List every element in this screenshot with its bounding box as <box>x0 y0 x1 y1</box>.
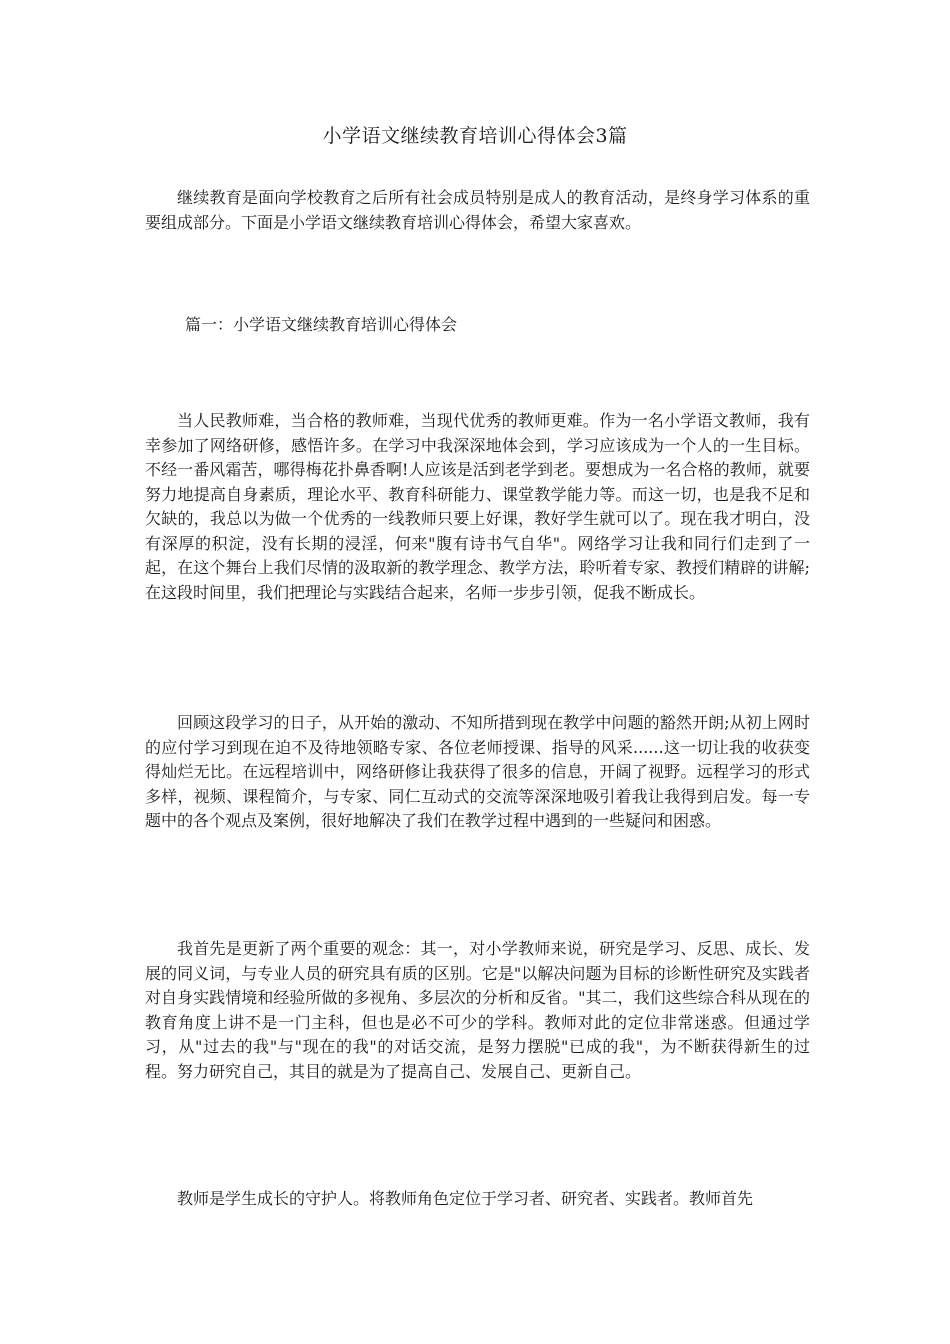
body-paragraph-2: 回顾这段学习的日子，从开始的激动、不知所措到现在教学中问题的豁然开朗;从初上网时的应付学习到现在迫不及待地领略专家、各位老师授课、指导的风采......这一切让我的收获变得灿烂无比。在远程培训中，网络研修让我获得了很多的信息，开阔了视野。远程学习的形式多样，视频、课程简介，与专家、同仁互动式的交流等深深地吸引着我让我得到启发。每一专题中的各个观点及案例，很好地解决了我们在教学过程中遇到的一些疑问和困惑。 <box>145 713 810 830</box>
section-heading: 篇一：小学语文继续教育培训心得体会 <box>185 315 458 334</box>
body-paragraph-1: 当人民教师难，当合格的教师难，当现代优秀的教师更难。作为一名小学语文教师，我有幸参加了网络研修，感悟许多。在学习中我深深地体会到，学习应该成为一个人的一生目标。不经一番风霜苦，哪得梅花扑鼻香啊!人应该是活到老学到老。要想成为一名合格的教师，就要努力地提高自身素质，理论水平、教育科研能力、课堂教学能力等。而这一切，也是我不足和欠缺的，我总以为做一个优秀的一线教师只要上好课，教好学生就可以了。现在我才明白，没有深厚的积淀，没有长期的浸淫，何来"腹有诗书气自华"。网络学习让我和同行们走到了一起，在这个舞台上我们尽情的汲取新的教学理念、教学方法，聆听着专家、教授们精辟的讲解;在这段时间里，我们把理论与实践结合起来，名师一步步引领，促我不断成长。 <box>145 411 810 602</box>
body-paragraph-4: 教师是学生成长的守护人。将教师角色定位于学习者、研究者、实践者。教师首先 <box>177 1189 754 1208</box>
body-paragraph-3: 我首先是更新了两个重要的观念：其一，对小学教师来说，研究是学习、反思、成长、发展的同义词，与专业人员的研究具有质的区别。它是"以解决问题为目标的诊断性研究及实践者对自身实践情境和经验所做的多视角、多层次的分析和反省。"其二，我们这些综合科从现在的教育角度上讲不是一门主科，但也是必不可少的学科。教师对此的定位非常迷惑。但通过学习，从"过去的我"与"现在的我"的对话交流，是努力摆脱"已成的我"，为不断获得新生的过程。努力研究自己，其目的就是为了提高自己、发展自己、更新自己。 <box>145 939 810 1081</box>
document-title: 小学语文继续教育培训心得体会3篇 <box>322 125 628 147</box>
intro-paragraph: 继续教育是面向学校教育之后所有社会成员特别是成人的教育活动，是终身学习体系的重要组成部分。下面是小学语文继续教育培训心得体会，希望大家喜欢。 <box>145 188 810 232</box>
